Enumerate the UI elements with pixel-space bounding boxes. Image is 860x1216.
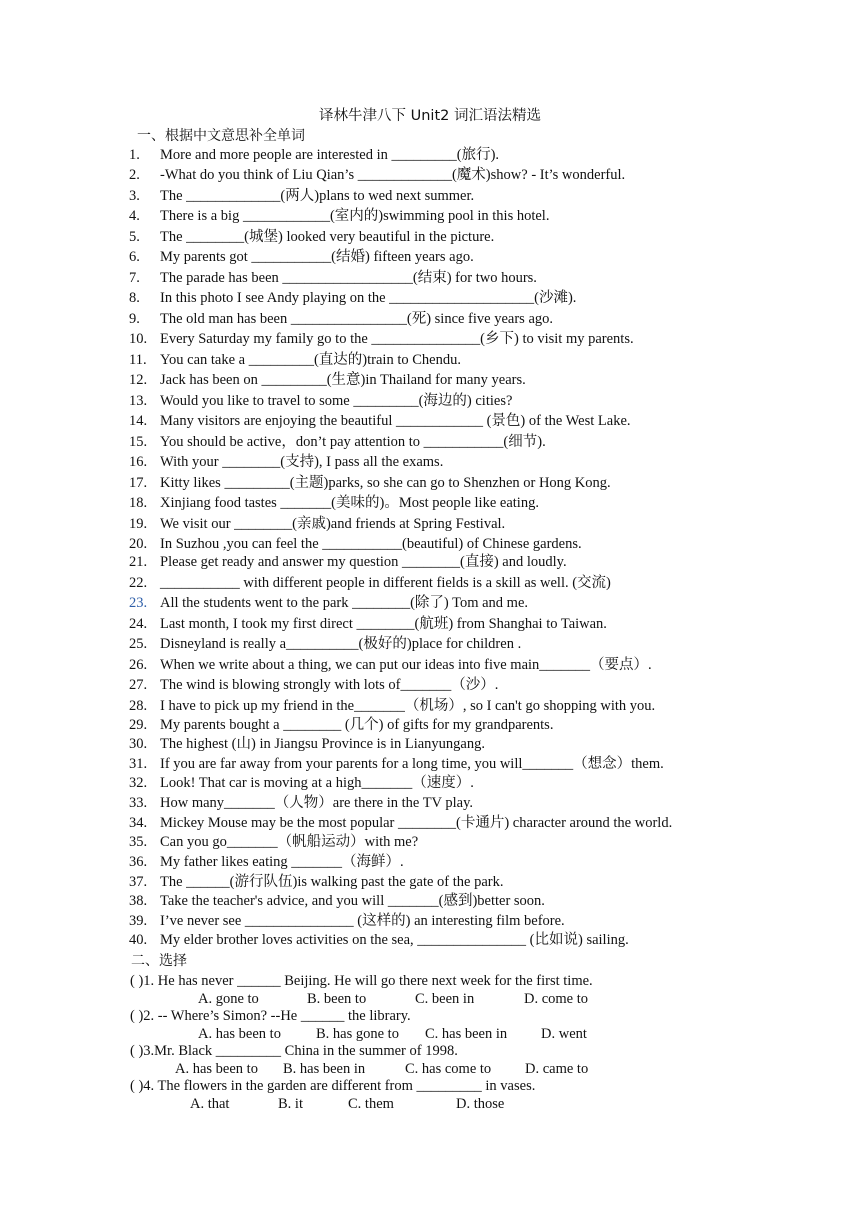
choice-question-stem: ( )2. -- Where’s Simon? --He ______ the library. (130, 1008, 411, 1024)
question-text: Kitty likes _________(主题)parks, so she can go to Shenzhen or Hong Kong. (160, 475, 611, 491)
question-text: Mickey Mouse may be the most popular ________(卡通片) character around the world. (160, 815, 673, 831)
question-text: Take the teacher's advice, and you will _______(感到)better soon. (160, 893, 545, 909)
question-text: My father likes eating _______（海鲜）. (160, 854, 404, 870)
question-number: 1. (129, 147, 140, 163)
question-number: 37. (129, 874, 148, 890)
question-number: 12. (129, 372, 148, 388)
question-text: The ________(城堡) looked very beautiful in the picture. (160, 229, 495, 245)
question-text: Every Saturday my family go to the _______________(乡下) to visit my parents. (160, 331, 634, 347)
question-number: 8. (129, 290, 140, 306)
question-number: 19. (129, 516, 148, 532)
choice-option: D. went (541, 1026, 587, 1042)
question-text: Last month, I took my first direct ________(航班) from Shanghai to Taiwan. (160, 616, 607, 632)
question-text: With your ________(支持), I pass all the exams. (160, 454, 444, 470)
question-number: 28. (129, 698, 148, 714)
question-text: The wind is blowing strongly with lots of_______（沙）. (160, 677, 499, 693)
question-text: The parade has been __________________(结束) for two hours. (160, 270, 537, 286)
choice-option: A. has been to (198, 1026, 281, 1042)
question-text: Disneyland is really a__________(极好的)place for children . (160, 636, 522, 652)
question-number: 26. (129, 657, 148, 673)
question-text: In Suzhou ,you can feel the ___________(beautiful) of Chinese gardens. (160, 536, 582, 552)
question-number: 5. (129, 229, 140, 245)
question-text: My parents bought a ________ (几个) of gifts for my grandparents. (160, 717, 554, 733)
question-text: The _____________(两人)plans to wed next summer. (160, 188, 475, 204)
question-number: 17. (129, 475, 148, 491)
question-text: I have to pick up my friend in the_______（机场）, so I can't go shopping with you. (160, 698, 656, 714)
question-number: 40. (129, 932, 148, 948)
question-number: 20. (129, 536, 148, 552)
question-number: 21. (129, 554, 148, 570)
question-number: 7. (129, 270, 140, 286)
question-number: 10. (129, 331, 148, 347)
question-number: 30. (129, 736, 148, 752)
question-text: Look! That car is moving at a high_______（速度）. (160, 775, 474, 791)
choice-option: A. gone to (198, 991, 259, 1007)
question-text: ___________ with different people in different fields is a skill as well. (交流) (160, 575, 611, 591)
question-number: 33. (129, 795, 148, 811)
choice-option: A. that (190, 1096, 230, 1112)
question-number: 39. (129, 913, 148, 929)
question-number: 4. (129, 208, 140, 224)
choice-option: D. those (456, 1096, 505, 1112)
section-1-heading: 一、根据中文意思补全单词 (137, 128, 305, 144)
question-number: 34. (129, 815, 148, 831)
question-number: 3. (129, 188, 140, 204)
question-text: When we write about a thing, we can put our ideas into five main_______（要点）. (160, 657, 652, 673)
choice-option: B. has been in (283, 1061, 366, 1077)
question-number: 15. (129, 434, 148, 450)
question-text: All the students went to the park ________(除了) Tom and me. (160, 595, 529, 611)
question-number: 14. (129, 413, 148, 429)
question-text: The ______(游行队伍)is walking past the gate of the park. (160, 874, 504, 890)
question-number: 11. (129, 352, 147, 368)
question-text: How many_______（人物）are there in the TV play. (160, 795, 474, 811)
question-number: 9. (129, 311, 140, 327)
choice-option: C. been in (415, 991, 475, 1007)
question-number: 25. (129, 636, 148, 652)
question-text: I’ve never see _______________ (这样的) an interesting film before. (160, 913, 565, 929)
question-text: Many visitors are enjoying the beautiful ____________ (景色) of the West Lake. (160, 413, 631, 429)
choice-option: C. them (348, 1096, 394, 1112)
question-text: If you are far away from your parents for a long time, you will_______（想念）them. (160, 756, 664, 772)
question-number: 18. (129, 495, 148, 511)
question-text: You can take a _________(直达的)train to Chendu. (160, 352, 461, 368)
choice-option: C. has come to (405, 1061, 492, 1077)
question-number: 29. (129, 717, 148, 733)
question-number: 38. (129, 893, 148, 909)
choice-option: B. been to (307, 991, 367, 1007)
question-text: Jack has been on _________(生意)in Thailand for many years. (160, 372, 526, 388)
question-number: 16. (129, 454, 148, 470)
choice-question-stem: ( )4. The flowers in the garden are different from _________ in vases. (130, 1078, 536, 1094)
page-title: 译林牛津八下 Unit2 词汇语法精选 (319, 108, 541, 124)
question-text: You should be active，don’t pay attention to ___________(细节). (160, 434, 546, 450)
question-text: We visit our ________(亲戚)and friends at Spring Festival. (160, 516, 506, 532)
choice-option: B. has gone to (316, 1026, 399, 1042)
question-number: 36. (129, 854, 148, 870)
choice-option: B. it (278, 1096, 303, 1112)
question-number: 35. (129, 834, 148, 850)
question-text: -What do you think of Liu Qian’s _____________(魔术)show? - It’s wonderful. (160, 167, 626, 183)
question-text: Please get ready and answer my question ________(直接) and loudly. (160, 554, 567, 570)
choice-option: A. has been to (175, 1061, 258, 1077)
question-number: 2. (129, 167, 140, 183)
question-number: 23. (129, 595, 148, 611)
question-number: 24. (129, 616, 148, 632)
question-text: Xinjiang food tastes _______(美味的)。Most people like eating. (160, 495, 539, 511)
choice-question-stem: ( )1. He has never ______ Beijing. He will go there next week for the first time. (130, 973, 593, 989)
question-text: Would you like to travel to some _________(海边的) cities? (160, 393, 513, 409)
question-text: Can you go_______（帆船运动）with me? (160, 834, 419, 850)
choice-option: D. came to (525, 1061, 589, 1077)
question-text: More and more people are interested in _________(旅行). (160, 147, 500, 163)
question-text: The highest (山) in Jiangsu Province is in Lianyungang. (160, 736, 485, 752)
section-2-heading: 二、选择 (131, 953, 187, 969)
question-number: 27. (129, 677, 148, 693)
question-text: There is a big ____________(室内的)swimming pool in this hotel. (160, 208, 550, 224)
choice-option: C. has been in (425, 1026, 508, 1042)
choice-question-stem: ( )3.Mr. Black _________ China in the summer of 1998. (130, 1043, 458, 1059)
question-text: My parents got ___________(结婚) fifteen years ago. (160, 249, 474, 265)
question-number: 6. (129, 249, 140, 265)
choice-option: D. come to (524, 991, 589, 1007)
question-number: 22. (129, 575, 148, 591)
question-text: The old man has been ________________(死) since five years ago. (160, 311, 554, 327)
question-number: 31. (129, 756, 148, 772)
question-text: My elder brother loves activities on the sea, _______________ (比如说) sailing. (160, 932, 629, 948)
question-number: 32. (129, 775, 148, 791)
question-text: In this photo I see Andy playing on the ____________________(沙滩). (160, 290, 577, 306)
question-number: 13. (129, 393, 148, 409)
